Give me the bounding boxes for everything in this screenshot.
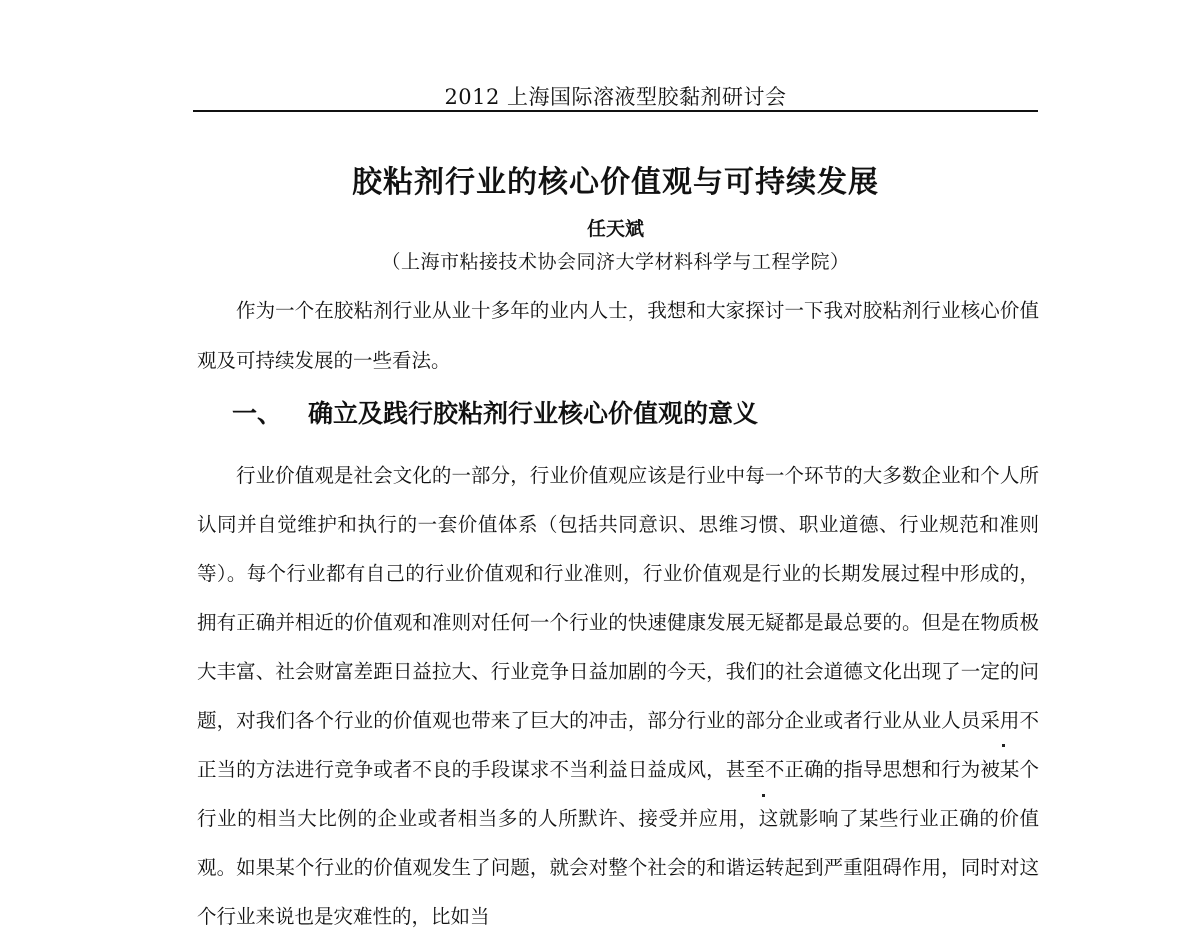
scan-speck (762, 794, 765, 797)
section-heading (232, 394, 758, 430)
article-title: 胶粘剂行业的核心价值观与可持续发展 (352, 165, 879, 200)
scan-speck (1002, 744, 1005, 747)
intro-paragraph: 作为一个在胶粘剂行业从业十多年的业内人士，我想和大家探讨一下我对胶粘剂行业核心价值观及可持续发展的一些看法。 (197, 299, 1039, 372)
running-header: 2012 上海国际溶液型胶黏剂研讨会 (444, 85, 787, 109)
author-name: 任天斌 (586, 218, 644, 240)
section-number: 一、 (232, 399, 283, 428)
section-heading-text: 确立及践行胶粘剂行业核心价值观的意义 (308, 399, 759, 428)
header-rule (193, 110, 1038, 112)
section-body-paragraph: 行业价值观是社会文化的一部分，行业价值观应该是行业中每一个环节的大多数企业和个人所认同并自觉维护和执行的一套价值体系（包括共同意识、思维习惯、职业道德、行业规范和准则等）。每个行业都有自己的行业价值观和行业准则，行业价值观是行业的长期发展过程中形成的，拥有正确并相近的价值观和准则对任何一个行业的快速健康发展无疑都是最总要的。但是在物质极大丰富、社会财富差距日益拉大、行业竞争日益加剧的今天，我们的社会道德文化出现了一定的问题，对我们各个行业的价值观也带来了巨大的冲击，部分行业的部分企业或者行业从业人员采用不正当的方法进行竞争或者不良的手段谋求不当利益日益成风，甚至不正确的指导思想和行为被某个行业的相当大比例的企业或者相当多的人所默许、接受并应用，这就影响了某些行业正确的价值观。如果某个行业的价值观发生了问题，就会对整个社会的和谐运转起到严重阻碍作用，同时对这个行业来说也是灾难性的，比如当 (197, 464, 1039, 928)
author-affiliation: （上海市粘接技术协会同济大学材料科学与工程学院） (381, 251, 850, 273)
